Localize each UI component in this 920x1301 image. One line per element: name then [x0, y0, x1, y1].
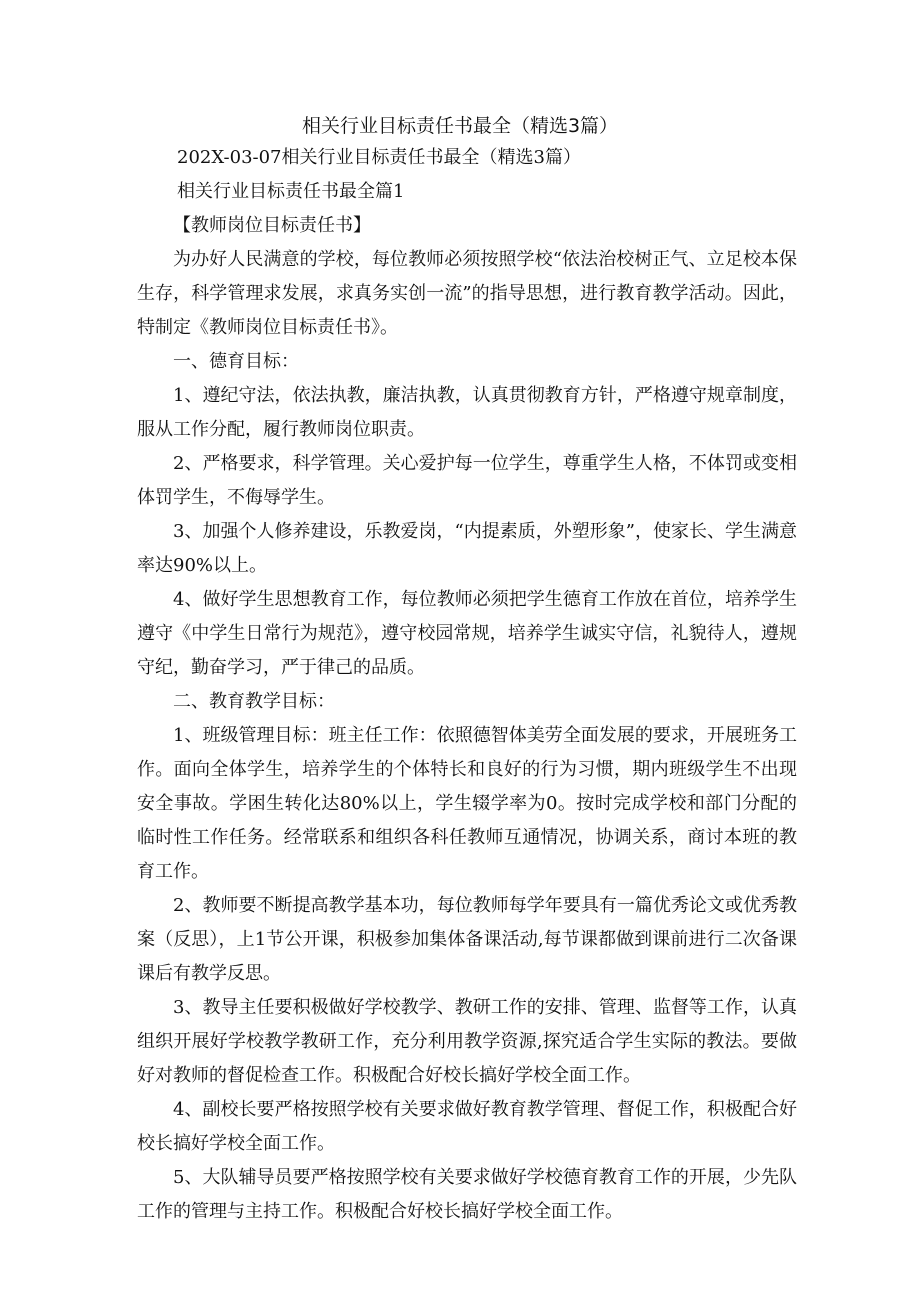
paragraph-intro: 为办好人民满意的学校，每位教师必须按照学校“依法治校树正气、立足校本保生存，科学管理求发展，求真务实创一流”的指导思想，进行教育教学活动。因此，特制定《教师岗位目标责任书》。	[137, 249, 797, 338]
paragraph-teaching-3: 3、教导主任要积极做好学校教学、教研工作的安排、管理、监督等工作，认真组织开展好学校教学教研工作，充分利用教学资源,探究适合学生实际的教法。要做好对教师的督促检查工作。积极配合好校长搞好学校全面工作。	[137, 997, 797, 1086]
paragraph-moral-2: 2、严格要求，科学管理。关心爱护每一位学生，尊重学生人格，不体罚或变相体罚学生，不侮辱学生。	[137, 453, 797, 508]
date-line: 202X-03-07相关行业目标责任书最全（精选3篇）	[177, 147, 581, 168]
heading-teaching-goals: 二、教育教学目标：	[173, 691, 335, 712]
paragraph-moral-4: 4、做好学生思想教育工作，每位教师必须把学生德育工作放在首位，培养学生遵守《中学生日常行为规范》，遵守校园常规，培养学生诚实守信，礼貌待人，遵规守纪，勤奋学习，严于律己的品质。	[137, 589, 797, 678]
paragraph-moral-3: 3、加强个人修养建设，乐教爱岗，“内提素质，外塑形象”，使家长、学生满意率达90%以上。	[137, 521, 797, 576]
document-body	[137, 141, 797, 1229]
section-title: 相关行业目标责任书最全篇1	[177, 181, 405, 202]
paragraph-teaching-1: 1、班级管理目标：班主任工作：依照德智体美劳全面发展的要求，开展班务工作。面向全体学生，培养学生的个体特长和良好的行为习惯，期内班级学生不出现安全事故。学困生转化达80%以上，学生辍学率为0。按时完成学校和部门分配的临时性工作任务。经常联系和组织各科任教师互通情况，协调关系，商讨本班的教育工作。	[137, 725, 797, 882]
heading-moral-goals: 一、德育目标：	[173, 351, 299, 372]
paragraph-moral-1: 1、遵纪守法，依法执教，廉洁执教，认真贯彻教育方针，严格遵守规章制度，服从工作分配，履行教师岗位职责。	[137, 385, 797, 440]
paragraph-teaching-5: 5、大队辅导员要严格按照学校有关要求做好学校德育教育工作的开展，少先队工作的管理与主持工作。积极配合好校长搞好学校全面工作。	[137, 1167, 797, 1222]
paragraph-teaching-4: 4、副校长要严格按照学校有关要求做好教育教学管理、督促工作，积极配合好校长搞好学校全面工作。	[137, 1099, 797, 1154]
sub-title: 【教师岗位目标责任书】	[173, 215, 371, 236]
paragraph-teaching-2: 2、教师要不断提高教学基本功，每位教师每学年要具有一篇优秀论文或优秀教案（反思），上1节公开课，积极参加集体备课活动,每节课都做到课前进行二次备课课后有教学反思。	[137, 895, 797, 984]
document-title: 相关行业目标责任书最全（精选3篇）	[301, 115, 619, 137]
